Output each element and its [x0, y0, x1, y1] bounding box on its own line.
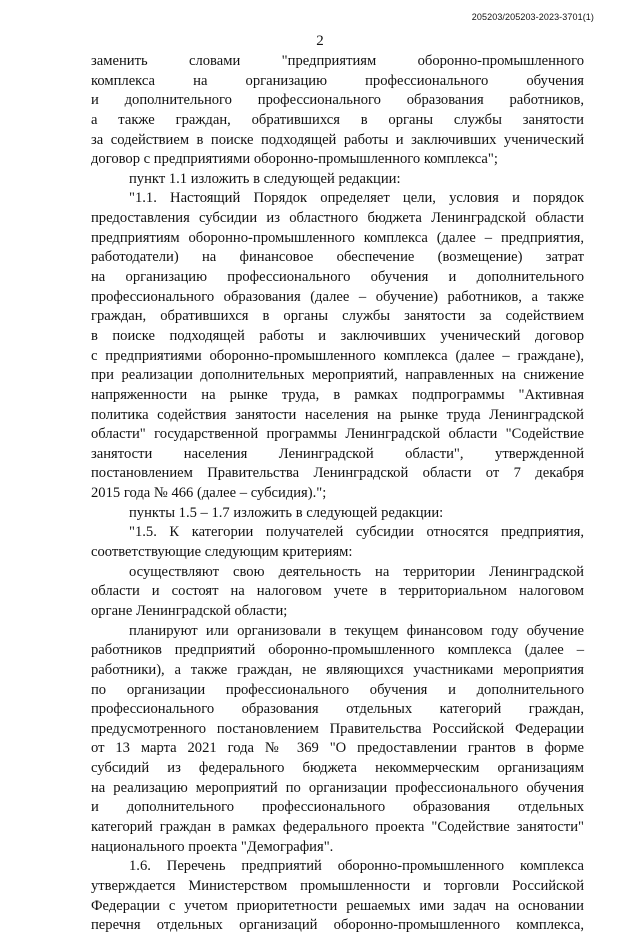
text-line: Федерации с учетом приоритетности решаемых ими задач на основании: [91, 897, 584, 914]
text-line: профессионального образования (далее – обучение) работников, а также: [91, 288, 584, 305]
text-line: работников предприятий оборонно-промышленного комплекса (далее –: [91, 642, 584, 659]
text-line: политика содействия занятости населения на рынке труда Ленинградской: [91, 406, 584, 423]
text-line: в поиске подходящей работы и заключивших ученический договор: [91, 327, 584, 344]
text-line: предприятиям оборонно-промышленного комплекса (далее – предприятия,: [91, 229, 584, 246]
text-line: от 13 марта 2021 года № 369 "О предоставлении грантов в форме: [91, 740, 584, 757]
text-line: пункты 1.5 – 1.7 изложить в следующей редакции:: [129, 504, 444, 521]
text-line: работники), а также граждан, не являющихся участниками мероприятия: [91, 661, 584, 678]
text-line: 2015 года № 466 (далее – субсидия).";: [91, 485, 327, 502]
page-number: 2: [316, 33, 324, 49]
text-line: договор с предприятиями оборонно-промышленного комплекса";: [91, 151, 498, 168]
text-line: "1.1. Настоящий Порядок определяет цели, условия и порядок: [129, 190, 584, 207]
text-line: предоставления субсидии из областного бюджета Ленинградской области: [91, 210, 584, 227]
text-line: а также граждан, обратившихся в органы службы занятости: [91, 111, 584, 128]
text-line: занятости населения Ленинградской области", утвержденной: [91, 445, 584, 462]
text-line: по организации профессионального обучения и дополнительного: [91, 681, 584, 698]
text-line: утверждается Министерством промышленности и торговли Российской: [91, 877, 584, 894]
text-line: и дополнительного профессионального образования отдельных: [91, 799, 584, 816]
text-line: пункт 1.1 изложить в следующей редакции:: [129, 170, 401, 187]
text-line: граждан, обратившихся в органы службы занятости за содействием: [91, 308, 584, 325]
text-line: области и состоят на налоговом учете в территориальном налоговом: [91, 583, 584, 600]
text-line: на реализацию мероприятий по организации профессионального обучения: [91, 779, 584, 796]
text-line: напряженности на рынке труда, в рамках подпрограммы "Активная: [91, 386, 584, 403]
text-line: на организацию профессионального обучения и дополнительного: [91, 269, 584, 286]
document-id: 205203/205203-2023-3701(1): [471, 12, 594, 22]
text-line: "1.5. К категории получателей субсидии относятся предприятия,: [129, 524, 584, 541]
text-line: и дополнительного профессионального образования работников,: [91, 92, 584, 109]
text-line: планируют или организовали в текущем финансовом году обучение: [129, 622, 584, 639]
text-line: с предприятиями оборонно-промышленного комплекса (далее – граждане),: [91, 347, 584, 364]
text-line: предусмотренного постановлением Правительства Российской Федерации: [91, 720, 584, 737]
text-line: перечня отдельных организаций оборонно-промышленного комплекса,: [91, 917, 584, 934]
document-body: [91, 52, 584, 936]
text-line: профессионального образования отдельных категорий граждан,: [91, 701, 584, 718]
text-line: соответствующие следующим критериям:: [91, 544, 353, 561]
text-line: 1.6. Перечень предприятий оборонно-промышленного комплекса: [129, 858, 584, 875]
text-line: при реализации дополнительных мероприятий, направленных на снижение: [91, 367, 584, 384]
text-line: осуществляют свою деятельность на территории Ленинградской: [129, 563, 584, 580]
text-line: за содействием в поиске подходящей работы и заключивших ученический: [91, 131, 584, 148]
text-line: национального проекта "Демография".: [91, 838, 334, 855]
text-line: заменить словами "предприятиям оборонно-промышленного: [91, 53, 584, 69]
text-line: комплекса на организацию профессионального обучения: [91, 72, 584, 89]
text-line: субсидий из федерального бюджета некоммерческим организациям: [91, 760, 584, 777]
text-line: области" государственной программы Ленинградской области "Содействие: [91, 426, 584, 443]
text-line: органе Ленинградской области;: [91, 602, 288, 619]
text-line: работодатели) на финансовое обеспечение (возмещение) затрат: [91, 249, 584, 266]
text-line: категорий граждан в рамках федерального проекта "Содействие занятости": [91, 818, 584, 835]
text-line: постановлением Правительства Ленинградской области от 7 декабря: [91, 465, 584, 482]
